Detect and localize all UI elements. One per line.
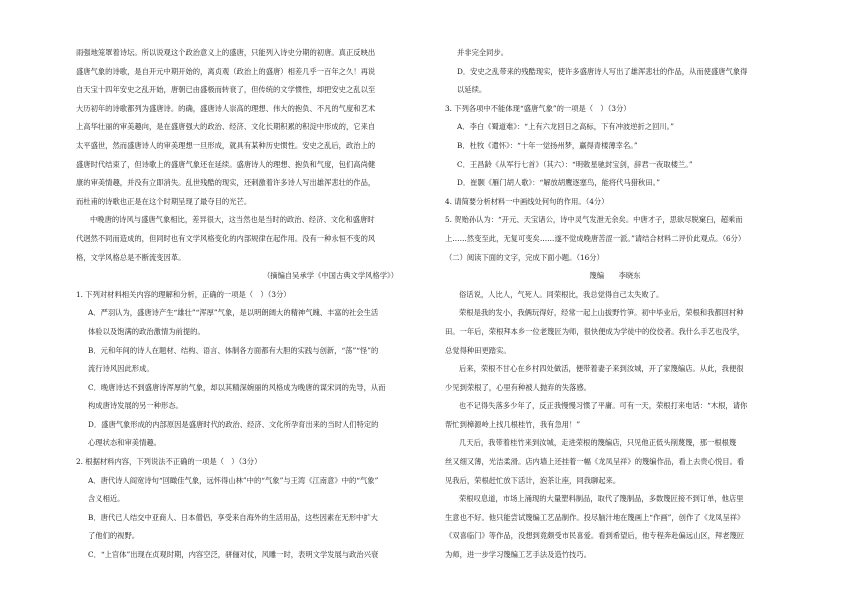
right-column xyxy=(445,44,785,565)
text-line: 生意也不好。他只能尝试篾编工艺品制作。投尽脑汁地在篾画上“作画”，创作了《龙凤呈祥》 xyxy=(445,512,745,522)
answer-option-continued: 以延续。 xyxy=(457,85,487,95)
text-line: 格，文学风格总是不断流变因革。 xyxy=(76,252,186,262)
answer-option-continued: 体验以及饱满的政治激情为前提的。 xyxy=(88,326,205,336)
left-column xyxy=(76,44,416,565)
text-line: 《双喜临门》等作品，没想到竟颇受市民喜爱。看到希望后，他专程奔赴偏远山区，拜老篾匠 xyxy=(445,531,745,541)
text-line: 自天宝十四年安史之乱开始，唐朝已由盛极而转衰了，但传统的文学惯性，却把安史之乱以至 xyxy=(76,85,376,95)
question-stem: 3. 下列各项中不能体现“盛唐气象”的一项是（ ）（3分） xyxy=(445,103,631,113)
text-line: 康的审美情趣，并没有立即消失。乱世残酷的现实，还刺激着许多诗人写出雄浑悲壮的作品， xyxy=(76,178,376,188)
text-line: 代迥然不同而造成的，但同时也有文学风格变化的内部规律在起作用。没有一种永恒不变的风 xyxy=(76,233,376,243)
text-line: 大历初年的诗歌都列为盛唐诗。的确，盛唐诗人崇高的理想、伟大的抱负、不凡的气度和艺术 xyxy=(76,103,376,113)
text-line: 少见到荣根了，心里有种被人抛弃的失落感。 xyxy=(445,382,591,392)
paragraph-start-line: 荣根叹息道，市场上涌现的大量塑料制品，取代了篾制品，多数篾匠接不到订单，他店里 xyxy=(459,494,744,504)
text-line: 盛唐气象的诗歌，是自开元中期开始的，离贞观（政治上的盛唐）相差几乎一百年之久！再说 xyxy=(76,66,376,76)
text-line: 上高华壮丽的审美趣向，是在盛唐强大的政治、经济、文化长期积累的积淀中形成的，它来自 xyxy=(76,122,376,132)
answer-option: A．严羽认为，盛唐诗产生“雄壮”“浑厚”气象，是以明朗阔大的精神气魄、丰富的社会生活 xyxy=(88,308,379,318)
answer-option: A．李白《蜀道难》：“上有六龙回日之高标，下有冲波逆折之回川。” xyxy=(457,122,675,132)
text-line: 见我后，荣根赶忙放下活计，泡茶让座，同我聊起来。 xyxy=(445,475,621,485)
paragraph-start-line: 后来，荣根不甘心在乡村四处做活，便带着妻子来到汝城，开了家篾编店。从此，我便很 xyxy=(459,364,744,374)
question-stem: 2. 根据材料内容，下列说法不正确的一项是（ ）（3分） xyxy=(76,457,262,467)
text-line: 雨强地笼罩着诗坛。所以说观这个政治意义上的盛唐，只能列入诗史分期的初唐。真正反映出 xyxy=(76,48,376,57)
text-line: 总觉得种田更踏实。 xyxy=(445,345,511,355)
answer-option: C．王昌龄《从军行七首》（其六）：“明敕星驰封宝剑，辞君一夜取楼兰。” xyxy=(457,159,693,169)
paragraph-start-line: 中晚唐的诗风与盛唐气象相比，差异很大，这当然也是当时的政治、经济、文化和盛唐时 xyxy=(90,215,375,225)
question-stem: 1. 下列对材料相关内容的理解和分析，正确的一项是（ ）（3分） xyxy=(76,289,291,299)
text-line: 帮忙到樟源岭上找几根桂竹，我有急用！” xyxy=(445,419,581,429)
answer-option-continued: 并非完全同步。 xyxy=(457,48,509,57)
source-citation: （摘编自吴承学《中国古典文学风格学》） xyxy=(263,271,398,281)
answer-option: A．唐代诗人阎宽诗句“回瞰佳气象，远怀得山林”中的“气象”与王湾《江南意》中的“气象” xyxy=(88,475,379,485)
text-line: 盛唐时代结束了，但诗歌上的盛唐气象还在延续。盛唐诗人的理想、抱负和气度，包们高尚健 xyxy=(76,159,376,169)
section-heading: （二）阅读下面的文字，完成下面小题。（16分） xyxy=(445,252,604,262)
question-stem: 4. 请简要分析材料一中画线处何句的作用。（4分） xyxy=(445,196,609,206)
paragraph-start-line: 几天后，我带着桂竹来到汝城，走进荣根的篾编店，只见他正低头削蔑篾，那一根根篾 xyxy=(459,438,737,448)
story-title: 篾编 李晓东 xyxy=(589,271,641,281)
paragraph-start-line: 也不记得失落多少年了，反正我慢慢习惯了平庸。可有一天，荣根打来电话：“木根，请你 xyxy=(459,401,748,411)
text-line: 为师，进一步学习篾编工艺手法及造竹技巧。 xyxy=(445,550,591,560)
answer-option: B．杜牧《遣怀》：“十年一觉扬州梦，赢得青楼薄幸名。” xyxy=(457,140,638,150)
answer-option: D．崔颢《雁门胡人歌》：“解放胡鹰逐塞鸟，能将代马猎秋田。” xyxy=(457,178,661,188)
answer-option: D．盛唐气象形成的内部原因是盛唐时代的政治、经济、文化所孕育出来的当时人们特定的 xyxy=(88,419,379,429)
question-stem-continued: 上……然变至此，无复可变矣……遂不觉成晚唐苦涩一派。”请结合材料二评价此观点。（6分） xyxy=(445,233,746,243)
paragraph-start-line: 俗话说，人比人，气死人。同荣根比，我总觉得自己太失败了。 xyxy=(459,289,664,299)
text-line: 田。一年后，荣根拜本乡一位老篾匠为师，很快便成为学徒中的佼佼者。我什么手艺也没学， xyxy=(445,326,745,336)
text-line: 丝又细又薄，光洁柔滑。店内墙上还挂着一幅《龙凤呈祥》的篾编作品，看上去贵心悦目。看 xyxy=(445,457,745,467)
text-line: 而杜甫的诗歌也正是在这个时期呈现了最夺目的光芒。 xyxy=(76,196,252,206)
question-stem: 5. 贺贻孙认为：“开元、天宝诸公，诗中灵气发泄无余矣。中唐才子，思欲尽脱窠臼，超乘而 xyxy=(445,215,743,225)
answer-option: C．“上官体”出现在贞观时期，内容空泛，骈俪对仗，风雕一时，表明文学发展与政治兴衰 xyxy=(88,550,379,560)
answer-option: B．元和年间的诗人在题材、结构、语言、体制各方面都有大胆的实践与创新，“荡”“怪”的 xyxy=(88,345,379,355)
answer-option-continued: 心理状态和审美情趣。 xyxy=(88,438,161,448)
answer-option: C．晚唐诗达不到盛唐诗浑厚的气象，却以其精深婉丽的风格成为晚唐的谋宋词的先导，从而 xyxy=(88,382,386,392)
paragraph-start-line: 荣根是我的发小，我俩玩得好，经常一起上山拔野竹笋。初中毕业后，荣根和我都回村种 xyxy=(459,308,744,318)
text-line: 太平盛世，然而盛唐诗人的审美理想一旦形成，就具有某种历史惯性。安史之乱后，政治上的 xyxy=(76,140,376,150)
answer-option-continued: 流行诗风因此形成。 xyxy=(88,364,154,374)
answer-option-continued: 构成唐诗发展的另一种形态。 xyxy=(88,401,183,411)
answer-option-continued: 含义相近。 xyxy=(88,494,125,504)
answer-option-continued: 了他们的视野。 xyxy=(88,531,140,541)
answer-option: B．唐代已人结交中亚商人、日本僧侣，享受来自海外的生活用品，这些因素在无形中扩大 xyxy=(88,512,378,522)
answer-option: D．安史之乱带来的残酷现实，使许多盛唐诗人写出了雄浑悲壮的作品，从而使盛唐气象得 xyxy=(457,66,748,76)
